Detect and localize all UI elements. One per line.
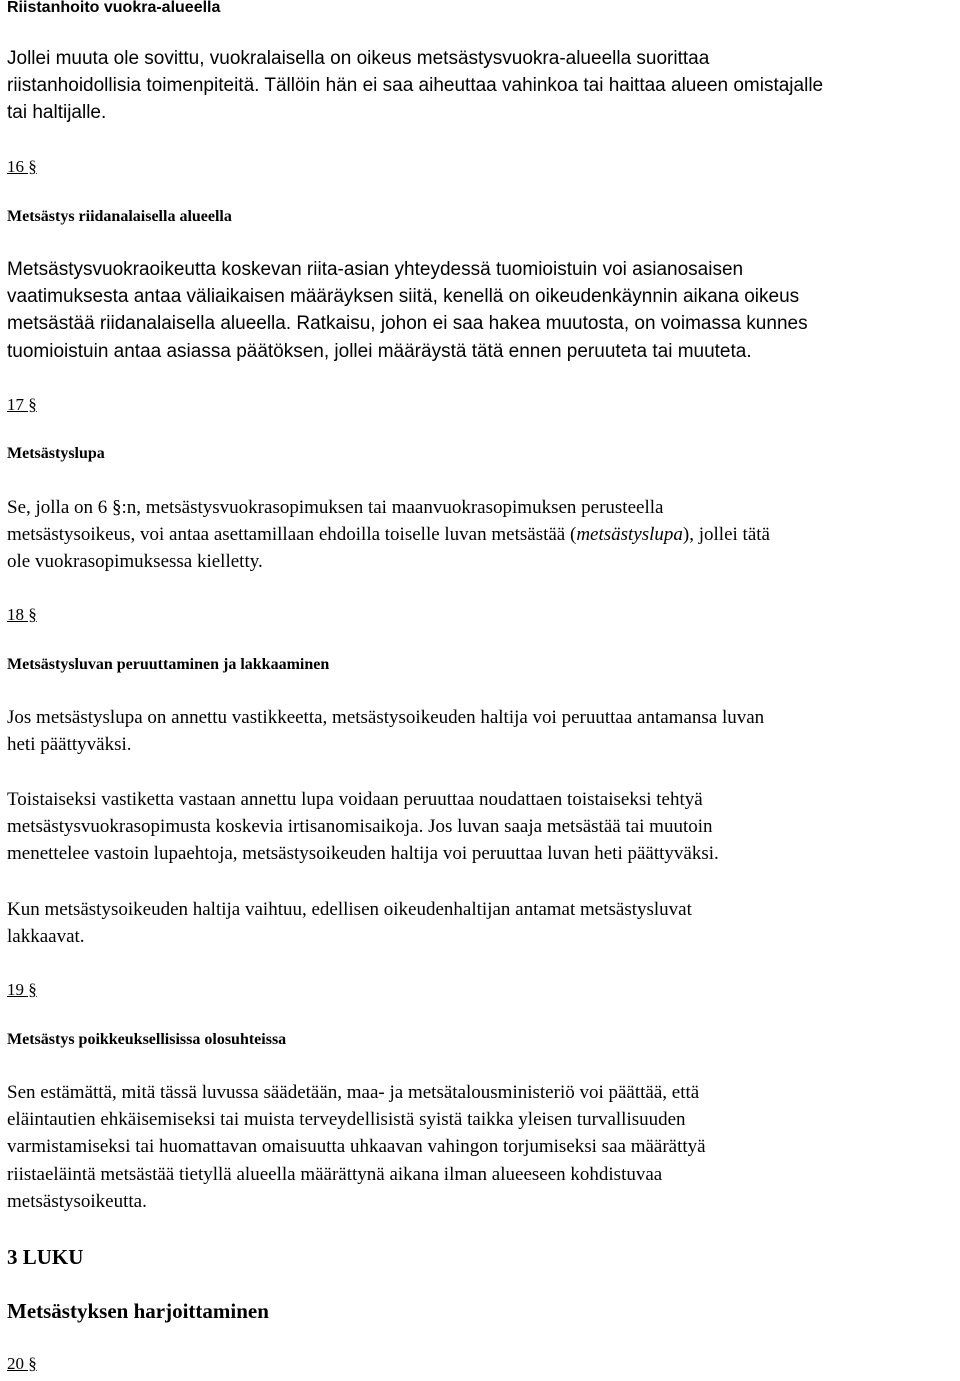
paragraph-section-18-3: Kun metsästysoikeuden haltija vaihtuu, edellisen oikeudenhaltijan antamat metsästysluvat lakkaavat. <box>7 899 692 948</box>
section-link-19[interactable]: 19 § <box>7 980 37 999</box>
section-link-16[interactable]: 16 § <box>7 157 37 176</box>
section-link-17[interactable]: 17 § <box>7 395 37 414</box>
term-metsastyslupa: metsästyslupa <box>576 524 683 546</box>
paragraph-riistanhoito: Jollei muuta ole sovittu, vuokralaisella on oikeus metsästysvuokra-alueella suorittaa riistanhoidollisia toimenpiteitä. Tällöin hän ei saa aiheuttaa vahinkoa tai haittaa alueen omistajalle tai haltijalle. <box>7 48 824 124</box>
chapter-title: Metsästyksen harjoittaminen <box>7 1299 269 1323</box>
paragraph-section-18-1: Jos metsästyslupa on annettu vastikkeetta, metsästysoikeuden haltija voi peruuttaa antamansa luvan heti päättyväksi. <box>7 707 765 756</box>
heading-section-18: Metsästysluvan peruuttaminen ja lakkaaminen <box>7 656 330 673</box>
heading-section-19: Metsästys poikkeuksellisissa olosuhteissa <box>7 1031 287 1048</box>
chapter-label: 3 LUKU <box>7 1245 84 1269</box>
heading-section-16: Metsästys riidanalaisella alueella <box>7 208 232 225</box>
paragraph-section-16: Metsästysvuokraoikeutta koskevan riita-asian yhteydessä tuomioistuin voi asianosaisen vaatimuksesta antaa väliaikaisen määräyksen siitä, kenellä on oikeudenkäynnin aikana oikeus metsästää riidanalaisella alueella. Ratkaisu, johon ei saa hakea muutosta, on voimassa kunnes tuomioistuin antaa asiassa päätöksen, jollei määräystä tätä ennen peruuteta tai muuteta. <box>7 259 808 362</box>
heading-riistanhoito: Riistanhoito vuokra-alueella <box>7 0 221 16</box>
section-link-18[interactable]: 18 § <box>7 605 37 624</box>
paragraph-section-17: Se, jolla on 6 §:n, metsästysvuokrasopimuksen tai maanvuokrasopimuksen perusteella metsästysoikeus, voi antaa asettamillaan ehdoilla toiselle luvan metsästää (metsästyslupa), jollei tätä ole vuokrasopimuksessa kielletty. <box>7 497 770 573</box>
paragraph-section-19: Sen estämättä, mitä tässä luvussa säädetään, maa- ja metsätalousministeriö voi päättää, että eläintautien ehkäisemiseksi tai muista terveydellisistä syistä taikka yleisen turvallisuuden varmistamiseksi tai huomattavan omaisuutta uhkaavan vahingon torjumiseksi saa määrättyä riistaeläintä metsästää tietyllä alueella määrättynä aikana ilman alueeseen kohdistuvaa metsästysoikeutta. <box>7 1082 706 1212</box>
paragraph-section-18-2: Toistaiseksi vastiketta vastaan annettu lupa voidaan peruuttaa noudattaen toistaiseksi tehtyä metsästysvuokrasopimusta koskevia irtisanomisaikoja. Jos luvan saaja metsästää tai muutoin menettelee vastoin lupaehtoja, metsästysoikeuden haltija voi peruuttaa luvan heti päättyväksi. <box>7 789 719 865</box>
section-link-20[interactable]: 20 § <box>7 1354 37 1373</box>
heading-section-17: Metsästyslupa <box>7 445 105 462</box>
